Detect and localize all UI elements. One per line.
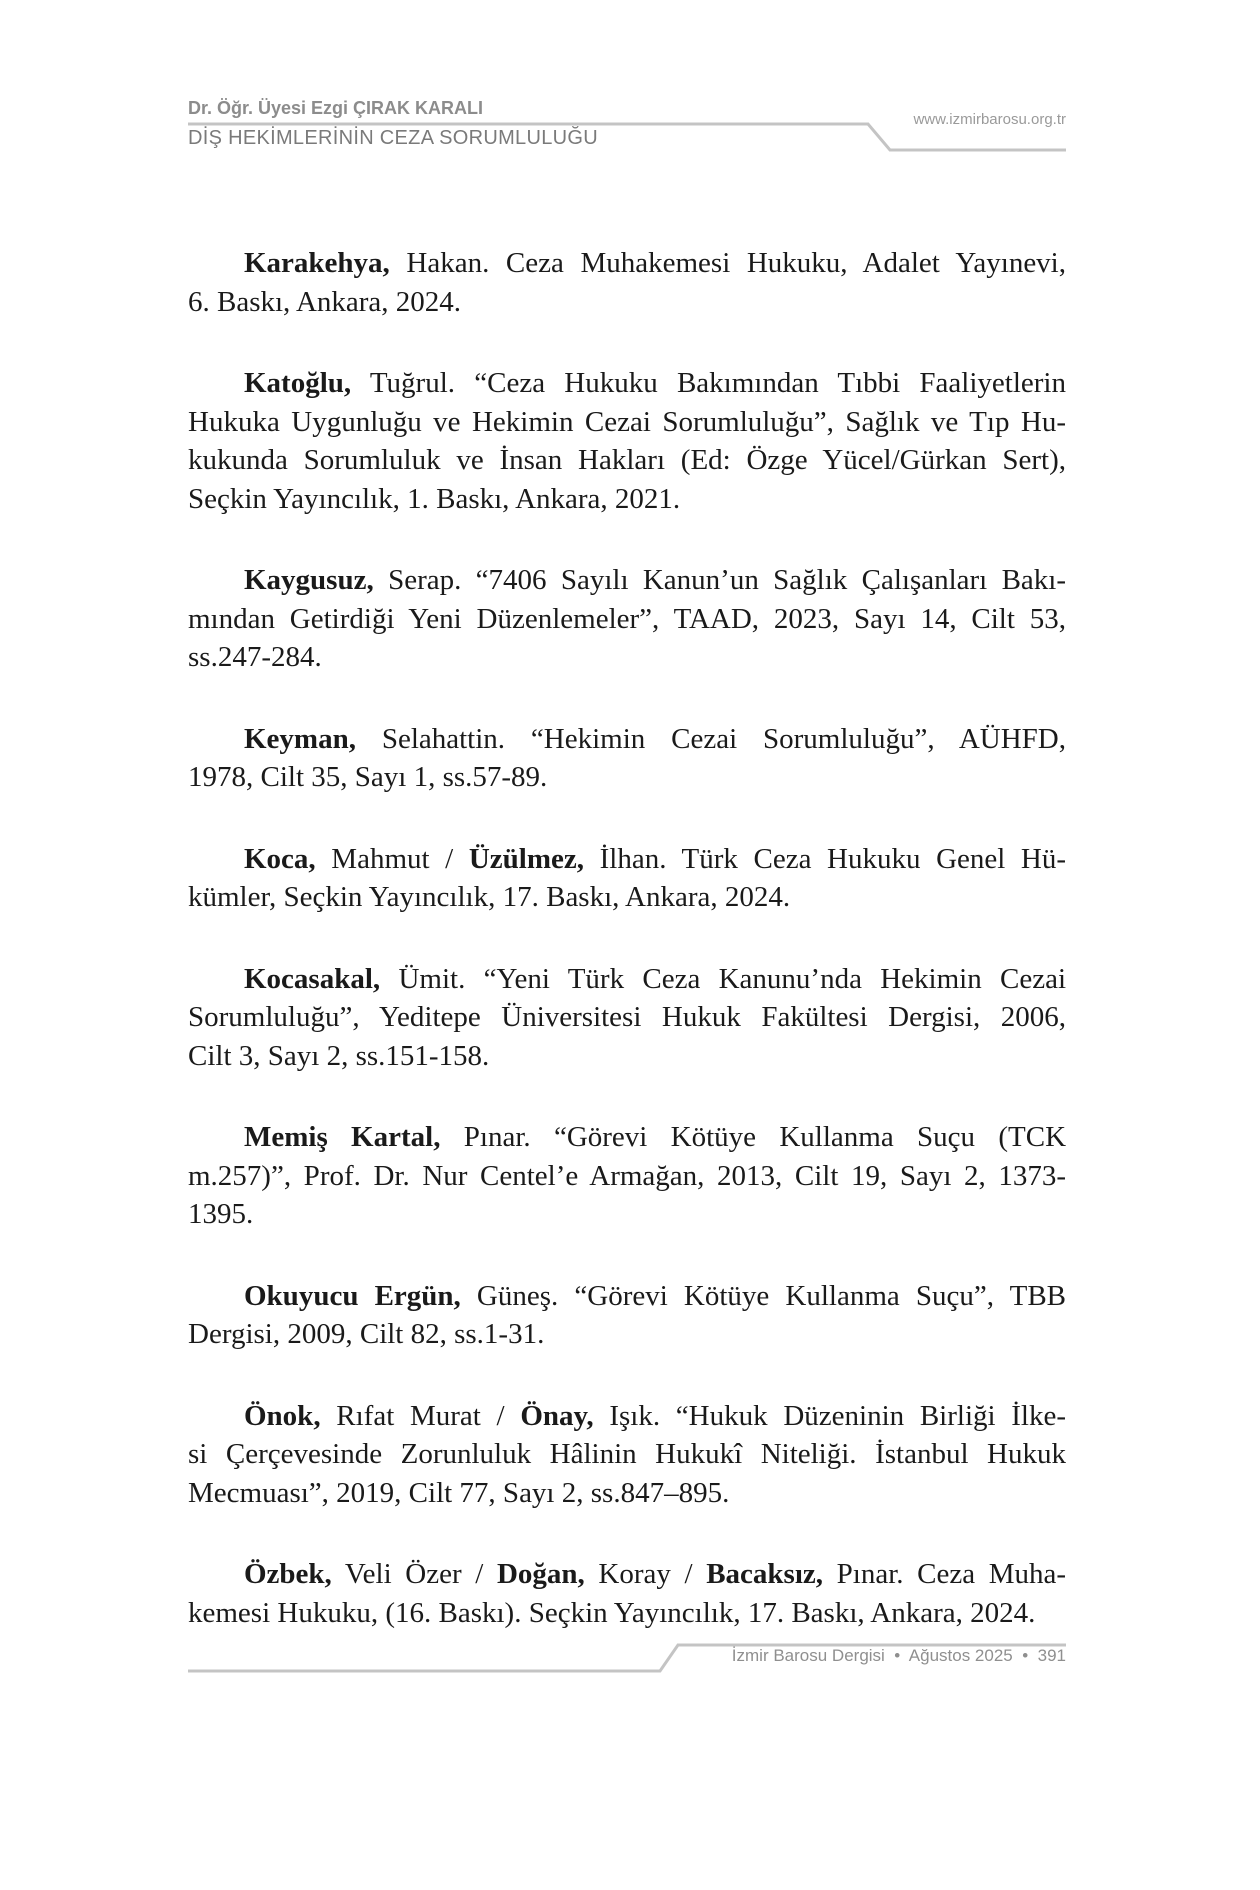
- entry-text: Hakan. Ceza Muhakemesi Hukuku, Adalet Yayınevi,: [406, 247, 1066, 279]
- entry-text: Cilt 3, Sayı 2, ss.151-158.: [188, 1039, 490, 1072]
- entry-line: [188, 840, 1066, 879]
- entry-text: Hukuka Uygunluğu ve Hekimin Cezai Sorumluluğu”, Sağlık ve Tıp Hu-: [188, 405, 1066, 438]
- author-name: Katoğlu,: [244, 367, 352, 399]
- entry-text: Veli Özer /: [344, 1558, 484, 1590]
- entry-line: [188, 1118, 1066, 1157]
- author-name: Önok,: [244, 1399, 321, 1432]
- author-name: Özbek,: [244, 1558, 332, 1590]
- entry-line: [188, 480, 1066, 519]
- entry-line: [188, 403, 1066, 442]
- entry-text: 6. Baskı, Ankara, 2024.: [188, 285, 462, 318]
- entry-line: [188, 1195, 1066, 1234]
- entry-line: [188, 960, 1066, 999]
- entry-line: [188, 283, 1066, 322]
- bibliography-entry: [188, 364, 1066, 518]
- bibliography-entry: [188, 720, 1066, 797]
- entry-line: [188, 720, 1066, 759]
- bibliography-entry: [188, 1397, 1066, 1513]
- entry-line: [188, 758, 1066, 797]
- entry-line: [188, 1037, 1066, 1076]
- author-name: Karakehya,: [244, 247, 390, 279]
- entry-line: [188, 998, 1066, 1037]
- entry-text: Pınar. “Görevi Kötüye Kullanma Suçu (TCK: [463, 1121, 1067, 1153]
- bibliography: [188, 244, 1066, 1675]
- author-name: Önay,: [520, 1399, 594, 1432]
- entry-text: m.257)”, Prof. Dr. Nur Centel’e Armağan, 2013, Cilt 19, Sayı 2, 1373-: [188, 1159, 1066, 1192]
- entry-line: [188, 364, 1066, 403]
- entry-text: Seçkin Yayıncılık, 1. Baskı, Ankara, 2021.: [188, 482, 681, 515]
- entry-line: [188, 1397, 1066, 1436]
- author-name: Memiş Kartal,: [244, 1121, 441, 1153]
- entry-line: [188, 1315, 1066, 1354]
- entry-line: [188, 878, 1066, 917]
- entry-text: Mahmut /: [331, 842, 454, 875]
- entry-line: [188, 600, 1066, 639]
- entry-text: 1395.: [188, 1198, 254, 1230]
- footer-bullet: •: [889, 1646, 905, 1665]
- entry-line: [188, 1474, 1066, 1513]
- entry-text: Rıfat Murat /: [336, 1399, 505, 1432]
- entry-text: Serap. “7406 Sayılı Kanun’un Sağlık Çalışanları Bakı-: [388, 564, 1066, 596]
- header-rule: [188, 124, 1066, 150]
- header-author: Dr. Öğr. Üyesi Ezgi ÇIRAK KARALI: [188, 98, 484, 118]
- footer-journal: İzmir Barosu Dergisi: [731, 1646, 885, 1665]
- entry-text: Sorumluluğu”, Yeditepe Üniversitesi Hukuk Fakültesi Dergisi, 2006,: [188, 1001, 1066, 1033]
- entry-line: [188, 1277, 1066, 1316]
- entry-text: ss.247-284.: [188, 641, 322, 673]
- entry-text: Selahattin. “Hekimin Cezai Sorumluluğu”, AÜHFD,: [381, 722, 1066, 755]
- entry-line: [188, 1555, 1066, 1594]
- author-name: Kaygusuz,: [244, 564, 374, 596]
- entry-line: [188, 244, 1066, 283]
- page-number: 391: [1037, 1646, 1066, 1665]
- entry-text: si Çerçevesinde Zorunluluk Hâlinin Hukukî Niteliği. İstanbul Hukuk: [188, 1438, 1066, 1470]
- author-name: Koca,: [244, 842, 316, 875]
- author-name: Üzülmez,: [468, 842, 584, 875]
- entry-line: [188, 1435, 1066, 1474]
- author-name: Keyman,: [244, 722, 356, 755]
- header-url: www.izmirbarosu.org.tr: [913, 111, 1066, 128]
- footer-bullet: •: [1017, 1646, 1033, 1665]
- entry-text: kümler, Seçkin Yayıncılık, 17. Baskı, Ankara, 2024.: [188, 881, 791, 913]
- entry-text: mından Getirdiği Yeni Düzenlemeler”, TAAD, 2023, Sayı 14, Cilt 53,: [188, 602, 1066, 635]
- entry-text: Işık. “Hukuk Düzeninin Birliği İlke-: [609, 1399, 1067, 1432]
- entry-text: kukunda Sorumluluk ve İnsan Hakları (Ed: Özge Yücel/Gürkan Sert),: [188, 444, 1066, 476]
- entry-text: kemesi Hukuku, (16. Baskı). Seçkin Yayıncılık, 17. Baskı, Ankara, 2024.: [188, 1596, 1036, 1629]
- entry-text: İlhan. Türk Ceza Hukuku Genel Hü-: [599, 842, 1067, 875]
- entry-text: Güneş. “Görevi Kötüye Kullanma Suçu”, TBB: [476, 1279, 1067, 1312]
- bibliography-entry: [188, 1277, 1066, 1354]
- entry-text: Ümit. “Yeni Türk Ceza Kanunu’nda Hekimin Cezai: [398, 962, 1067, 995]
- bibliography-entry: [188, 1555, 1066, 1632]
- author-name: Okuyucu Ergün,: [244, 1279, 461, 1312]
- author-name: Kocasakal,: [244, 962, 381, 995]
- entry-line: [188, 561, 1066, 600]
- bibliography-entry: [188, 244, 1066, 321]
- header-title: DİŞ HEKİMLERİNİN CEZA SORUMLULUĞU: [188, 127, 598, 149]
- entry-text: Koray /: [598, 1558, 693, 1590]
- bibliography-entry: [188, 561, 1066, 677]
- author-name: Doğan,: [496, 1558, 585, 1590]
- entry-line: [188, 1594, 1066, 1633]
- entry-text: Dergisi, 2009, Cilt 82, ss.1-31.: [188, 1318, 545, 1350]
- bibliography-entry: [188, 1118, 1066, 1234]
- entry-line: [188, 1157, 1066, 1196]
- entry-text: Tuğrul. “Ceza Hukuku Bakımından Tıbbi Faaliyetlerin: [369, 367, 1066, 399]
- entry-text: Pınar. Ceza Muha-: [836, 1558, 1067, 1590]
- entry-line: [188, 638, 1066, 677]
- entry-line: [188, 441, 1066, 480]
- footer: [732, 1646, 1066, 1666]
- bibliography-entry: [188, 840, 1066, 917]
- bibliography-entry: [188, 960, 1066, 1076]
- footer-date: Ağustos 2025: [908, 1646, 1013, 1665]
- entry-text: Mecmuası”, 2019, Cilt 77, Sayı 2, ss.847–895.: [188, 1476, 730, 1509]
- entry-text: 1978, Cilt 35, Sayı 1, ss.57-89.: [188, 761, 548, 793]
- author-name: Bacaksız,: [706, 1558, 824, 1590]
